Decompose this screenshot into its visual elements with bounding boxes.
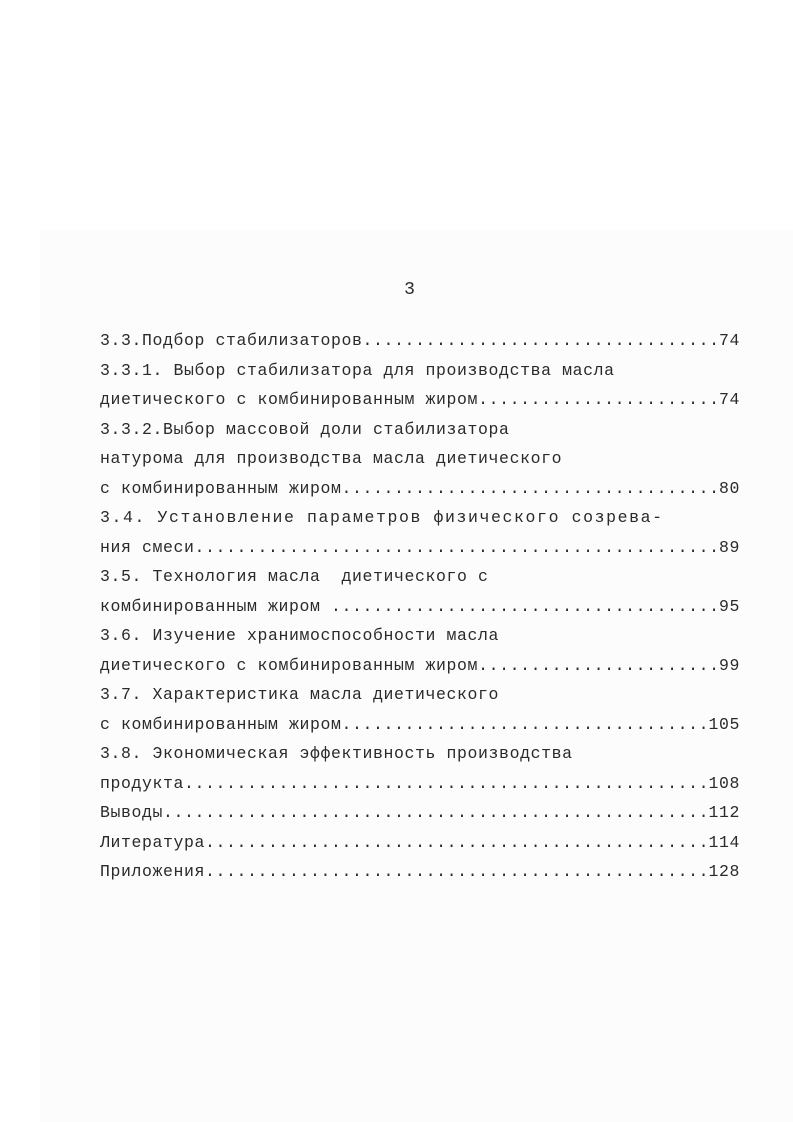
toc-entry-3-4 <box>100 533 740 563</box>
toc-entry-page: 74 <box>718 331 740 350</box>
leader-dots <box>331 592 719 622</box>
toc-entry-3-3 <box>100 326 740 356</box>
toc-entry-3-7 <box>100 710 740 740</box>
toc-entry-3-3-1 <box>100 385 740 415</box>
leader-dots <box>205 857 708 887</box>
toc-entry-title: ния смеси <box>100 537 195 557</box>
toc-entry-title: диетического с комбинированным жиром <box>100 390 479 409</box>
table-of-contents <box>100 326 740 887</box>
leader-dots <box>342 474 719 504</box>
toc-entry-3-7-line-1: 3.7. Характеристика масла диетического <box>100 685 500 704</box>
toc-entry-title: Приложения <box>100 862 206 881</box>
toc-entry-page: 99 <box>718 655 740 675</box>
leader-dots <box>195 533 719 563</box>
toc-entry-3-8 <box>100 769 740 799</box>
toc-entry-3-3-2-line-1: 3.3.2.Выбор массовой доли стабилизатора <box>100 419 510 439</box>
toc-entry-page: 128 <box>708 862 740 881</box>
toc-entry-title: диетического с комбинированным жиром <box>100 655 479 675</box>
toc-entry-references <box>100 828 740 858</box>
leader-dots <box>478 651 719 681</box>
toc-entry-page: 108 <box>708 773 740 793</box>
toc-entry-title: 3.3.Подбор стабилизаторов <box>100 331 363 350</box>
toc-entry-page: 105 <box>708 714 740 734</box>
toc-entry-page: 89 <box>718 537 740 557</box>
toc-entry-conclusions <box>100 798 740 828</box>
toc-entry-page: 80 <box>718 478 740 498</box>
toc-entry-3-3-2-line-2: натурома для производства масла диетического <box>100 449 563 468</box>
toc-entry-title: комбинированным жиром <box>100 596 332 616</box>
leader-dots <box>342 710 709 740</box>
leader-dots <box>163 798 708 828</box>
toc-entry-appendices <box>100 857 740 887</box>
toc-entry-page: 74 <box>718 390 740 409</box>
toc-entry-3-8-line-1: 3.8. Экономическая эффективность производства <box>100 744 573 763</box>
toc-entry-page: 95 <box>718 596 740 616</box>
toc-entry-3-5-line-1: 3.5. Технология масла диетического с <box>100 567 489 586</box>
toc-entry-3-5 <box>100 592 740 622</box>
toc-entry-3-3-1-line-1: 3.3.1. Выбор стабилизатора для производства масла <box>100 360 615 380</box>
toc-entry-title: Литература <box>100 832 206 852</box>
toc-entry-title: с комбинированным жиром <box>100 478 342 498</box>
toc-entry-page: 112 <box>708 803 740 822</box>
leader-dots <box>363 326 719 356</box>
toc-entry-3-4-line-1: 3.4. Установление параметров физического созрева- <box>100 508 664 527</box>
toc-entry-3-6 <box>100 651 740 681</box>
page-number: 3 <box>404 280 415 300</box>
toc-entry-page: 114 <box>708 832 740 852</box>
leader-dots <box>205 828 708 858</box>
toc-entry-3-3-2 <box>100 474 740 504</box>
leader-dots <box>478 385 719 415</box>
toc-entry-title: Выводы <box>100 803 164 822</box>
toc-entry-title: продукта <box>100 773 185 793</box>
leader-dots <box>184 769 708 799</box>
toc-entry-title: с комбинированным жиром <box>100 714 342 734</box>
toc-entry-3-6-line-1: 3.6. Изучение хранимоспособности масла <box>100 626 500 645</box>
